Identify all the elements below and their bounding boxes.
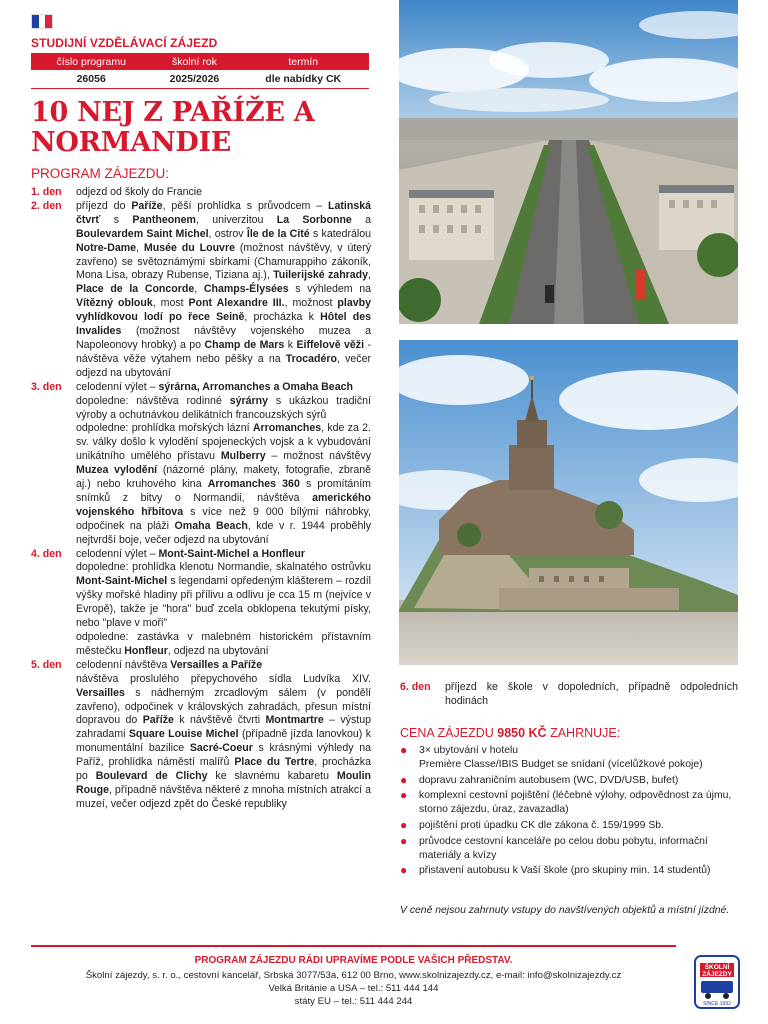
day-description: celodenní výlet – Mont-Saint-Michel a Honfleur dopoledne: prohlídka klenotu Normandie, skalnatého ostrůvku Mont-Saint-Michel s legendami opředeným klášterem – rozdíl výšky mořské hladiny při přílivu a odlivu je cca 15 m (nejvíce v Evropě), takže je "hora" buď zcela obklopena tekutými písky, nebo "plave v moři" odpoledne: zastávka v malebném historickém přístavním městečku Honfleur, odjezd na ubytování xyxy=(76,547,371,657)
program-day-2 xyxy=(31,200,371,381)
list-item xyxy=(400,864,738,878)
footer-divider xyxy=(31,945,676,947)
price-heading xyxy=(400,726,620,740)
page-title xyxy=(31,98,371,158)
title-line-2: NORMANDIE xyxy=(31,127,232,158)
highlight-place: Musée du Louvre xyxy=(143,241,235,254)
logo-text: ŠKOLNÍ ZÁJEZDY xyxy=(702,964,732,978)
program-day-6 xyxy=(400,681,738,709)
highlight-place: Omaha Beach xyxy=(174,519,248,532)
value-school-year: 2025/2026 xyxy=(151,70,237,88)
header-school-year: školní rok xyxy=(151,53,237,70)
footer-address-line: Školní zájezdy, s. r. o., cestovní kancelář, Srbská 3077/53a, 612 00 Brno, www.skolnizajezdy.cz, e-mail: info@skolnizajezdy.cz xyxy=(85,970,622,981)
highlight-place: Eiffelově věži xyxy=(296,338,365,351)
highlight-place: La Sorbonne xyxy=(276,213,352,226)
include-text: 3× ubytování v hotelu Première Classe/IBIS Budget se snídaní (vícelůžkové pokoje) xyxy=(419,745,703,770)
list-item xyxy=(400,774,738,788)
program-day-5 xyxy=(31,659,371,812)
include-text: pojištění proti úpadku CK dle zákona č. 159/1999 Sb. xyxy=(419,819,664,831)
highlight-place: sýrárny xyxy=(229,394,268,407)
trip-type-label: STUDIJNÍ VZDĚLÁVACÍ ZÁJEZD xyxy=(31,36,218,50)
paris-champs-elysees-photo xyxy=(399,0,738,324)
program-day-1 xyxy=(31,186,371,200)
header-program-number: číslo programu xyxy=(31,53,151,70)
highlight-place: Place de la Concorde xyxy=(76,283,195,296)
list-item xyxy=(400,744,738,772)
highlight-place: plavby vyhlídkovou lodí po řece Seině xyxy=(76,297,371,324)
price-note: V ceně nejsou zahrnuty vstupy do navštívených objektů a místní jízdné. xyxy=(400,905,730,916)
highlight-place: Vítězný oblouk xyxy=(76,297,153,310)
highlight-place: Hôtel des Invalides xyxy=(76,311,372,338)
footer-contact xyxy=(31,969,676,1008)
highlight-place: Muzea vylodění xyxy=(76,464,158,477)
day-description: příjezd do Paříže, pěší prohlídka s průvodcem – Latinská čtvrť s Pantheonem, univerzitou La Sorbonne a Boulevardem Saint Michel, ostrov Île de la Cité s katedrálou Notre-Dame, Musée du Louvre (možnost návštěvy, v úterý zavřeno) se světoznámými sbírkami (Chamurappiho zákoník, Mona Lisa, obrazy Rubense, Tiziana aj.), Tuilerijské zahrady, Place de la Concorde, Champs-Élysées s výhledem na Vítězný oblouk, most Pont Alexandre III., možnost plavby vyhlídkovou lodí po řece Seině, procházka k Hôtel des Invalides (možnost návštěvy vojenského muzea a Napoleonovy hrobky) a po Champ de Mars k Eiffelově věži - návštěva věže výtahem nebo pěšky a na Trocadéro, večer odjezd na ubytování xyxy=(76,199,372,379)
bullet-icon: ● xyxy=(400,788,408,803)
price-includes-list xyxy=(400,744,738,880)
highlight-place: Arromanches 360 xyxy=(207,478,300,491)
price-prefix: CENA ZÁJEZDU xyxy=(400,726,498,740)
highlight-place: sýrárna, Arromanches a Omaha Beach xyxy=(158,380,353,393)
price-suffix: ZAHRNUJE: xyxy=(546,726,621,740)
bullet-icon: ● xyxy=(400,743,408,757)
list-item xyxy=(400,835,738,863)
highlight-place: Versailles xyxy=(76,686,125,699)
highlight-place: Notre-Dame xyxy=(76,241,137,254)
logo-year: SINCE 1992 xyxy=(703,1001,731,1007)
highlight-place: Champ de Mars xyxy=(204,338,285,351)
include-text: průvodce cestovní kanceláře po celou dobu pobytu, informační materiály a kvízy xyxy=(419,835,708,861)
include-text: dopravu zahraničním autobusem (WC, DVD/USB, bufet) xyxy=(419,774,679,786)
bullet-icon: ● xyxy=(400,772,408,787)
highlight-place: Mulberry xyxy=(220,450,266,463)
highlight-place: Moulin Rouge xyxy=(76,770,371,796)
highlight-place: Place du Tertre xyxy=(234,756,315,769)
school-trips-logo xyxy=(692,951,742,1011)
highlight-place: Mont-Saint-Michel xyxy=(76,575,168,588)
program-heading: PROGRAM ZÁJEZDU: xyxy=(31,166,170,181)
highlight-place: Boulevard de Clichy xyxy=(95,770,208,783)
program-days-list xyxy=(31,186,371,812)
highlight-place: Île de la Cité xyxy=(246,227,310,240)
value-term: dle nabídky CK xyxy=(237,70,369,88)
mont-saint-michel-photo xyxy=(399,340,738,665)
france-flag-icon xyxy=(31,14,53,29)
highlight-place: Versailles a Paříže xyxy=(170,658,263,671)
price-amount: 9850 KČ xyxy=(497,726,547,740)
highlight-place: Boulevardem Saint Michel xyxy=(76,227,209,240)
day-description: příjezd ke škole v dopoledních, případně odpoledních hodinách xyxy=(445,681,738,707)
highlight-place: Pont Alexandre III. xyxy=(188,297,285,310)
day-description: celodenní výlet – sýrárna, Arromanches a Omaha Beach dopoledne: návštěva rodinné sýrárny s ukázkou tradiční výroby a ochutnávkou delikátních francouzských sýrů odpoledne: prohlídka mořských lázní Arromanches, kde za 2. sv. války došlo k vylodění spojeneckých vojsk a k vybudování unikátního umělého přístavu Mulberry – možnost návštěvy Muzea vylodění (názorné plány, makety, fotografie, zbraně aj.) nebo kruhového kina Arromanches 360 s promítáním snímků z bitvy o Normandii, návštěva amerického vojenského hřbitova s více než 9 000 bílými náhrobky, odpočinek na pláži Omaha Beach, kde v r. 1944 proběhly nejtvrdší boje, večer odjezd na ubytování xyxy=(76,380,371,546)
highlight-place: Tuilerijské zahrady xyxy=(273,269,369,282)
footer-phone-eu: státy EU – tel.: 511 444 244 xyxy=(294,996,413,1007)
footer-phone-uk-usa: Velká Británie a USA – tel.: 511 444 144 xyxy=(268,983,439,994)
day-label: 6. den xyxy=(400,681,431,693)
highlight-place: Honfleur xyxy=(124,644,168,657)
bullet-icon: ● xyxy=(400,863,408,878)
highlight-place: Mont-Saint-Michel a Honfleur xyxy=(158,547,305,560)
highlight-place: Square Louise Michel xyxy=(128,728,239,741)
program-day-3 xyxy=(31,381,371,548)
value-program-number: 26056 xyxy=(31,70,151,88)
highlight-place: Latinská čtvrť xyxy=(76,199,371,226)
day-label: 4. den xyxy=(31,547,62,560)
program-day-4 xyxy=(31,548,371,659)
header-term: termín xyxy=(237,53,369,70)
program-info-table xyxy=(31,53,369,89)
list-item xyxy=(400,819,738,833)
day-label: 2. den xyxy=(31,199,62,212)
highlight-place: Pantheonem xyxy=(132,213,196,226)
day-label: 3. den xyxy=(31,380,62,393)
highlight-place: amerického vojenského hřbitova xyxy=(76,491,371,518)
highlight-place: Paříže xyxy=(142,714,174,727)
day-label: 1. den xyxy=(31,186,62,198)
highlight-place: Paříže xyxy=(131,199,163,212)
day-description: odjezd od školy do Francie xyxy=(76,186,203,198)
highlight-place: Montmartre xyxy=(265,714,324,727)
highlight-place: Arromanches xyxy=(252,422,322,435)
day-label: 5. den xyxy=(31,658,62,671)
include-text: přistavení autobusu k Vaší škole (pro skupiny min. 14 studentů) xyxy=(419,865,711,877)
list-item xyxy=(400,789,738,817)
title-line-1: 10 NEJ Z PAŘÍŽE A xyxy=(31,97,315,128)
bullet-icon: ● xyxy=(400,817,408,832)
highlight-place: Champs-Élysées xyxy=(203,283,289,296)
highlight-place: Sacré-Coeur xyxy=(189,742,253,755)
include-text: komplexní cestovní pojištění (léčebné výlohy, odpovědnost za újmu, storno zájezdu, úraz, zavazadla) xyxy=(419,790,732,816)
day-description: celodenní návštěva Versailles a Paříže návštěva proslulého přepychového sídla Ludvíka XIV. Versailles s nádherným zrcadlovým sálem (v pondělí zavřeno), odpočinek v královských zahradách, přesun místní dopravou do Paříže k návštěvě čtvrti Montmartre – výstup zahradami Square Louise Michel (případně jízda lanovkou) k monumentální bazilice Sacré-Coeur s krásnými výhledy na Paříž, prohlídka náměstí malířů Place du Tertre, procházka po Boulevard de Clichy ke slavnému kabaretu Moulin Rouge, případně návštěva některé z mnoha místních atrakcí a muzeí, večer odjezd zpět do České republiky xyxy=(76,658,371,810)
footer-slogan: PROGRAM ZÁJEZDU RÁDI UPRAVÍME PODLE VAŠICH PŘEDSTAV. xyxy=(194,955,513,966)
highlight-place: Trocadéro xyxy=(285,352,337,365)
bullet-icon: ● xyxy=(400,833,408,848)
